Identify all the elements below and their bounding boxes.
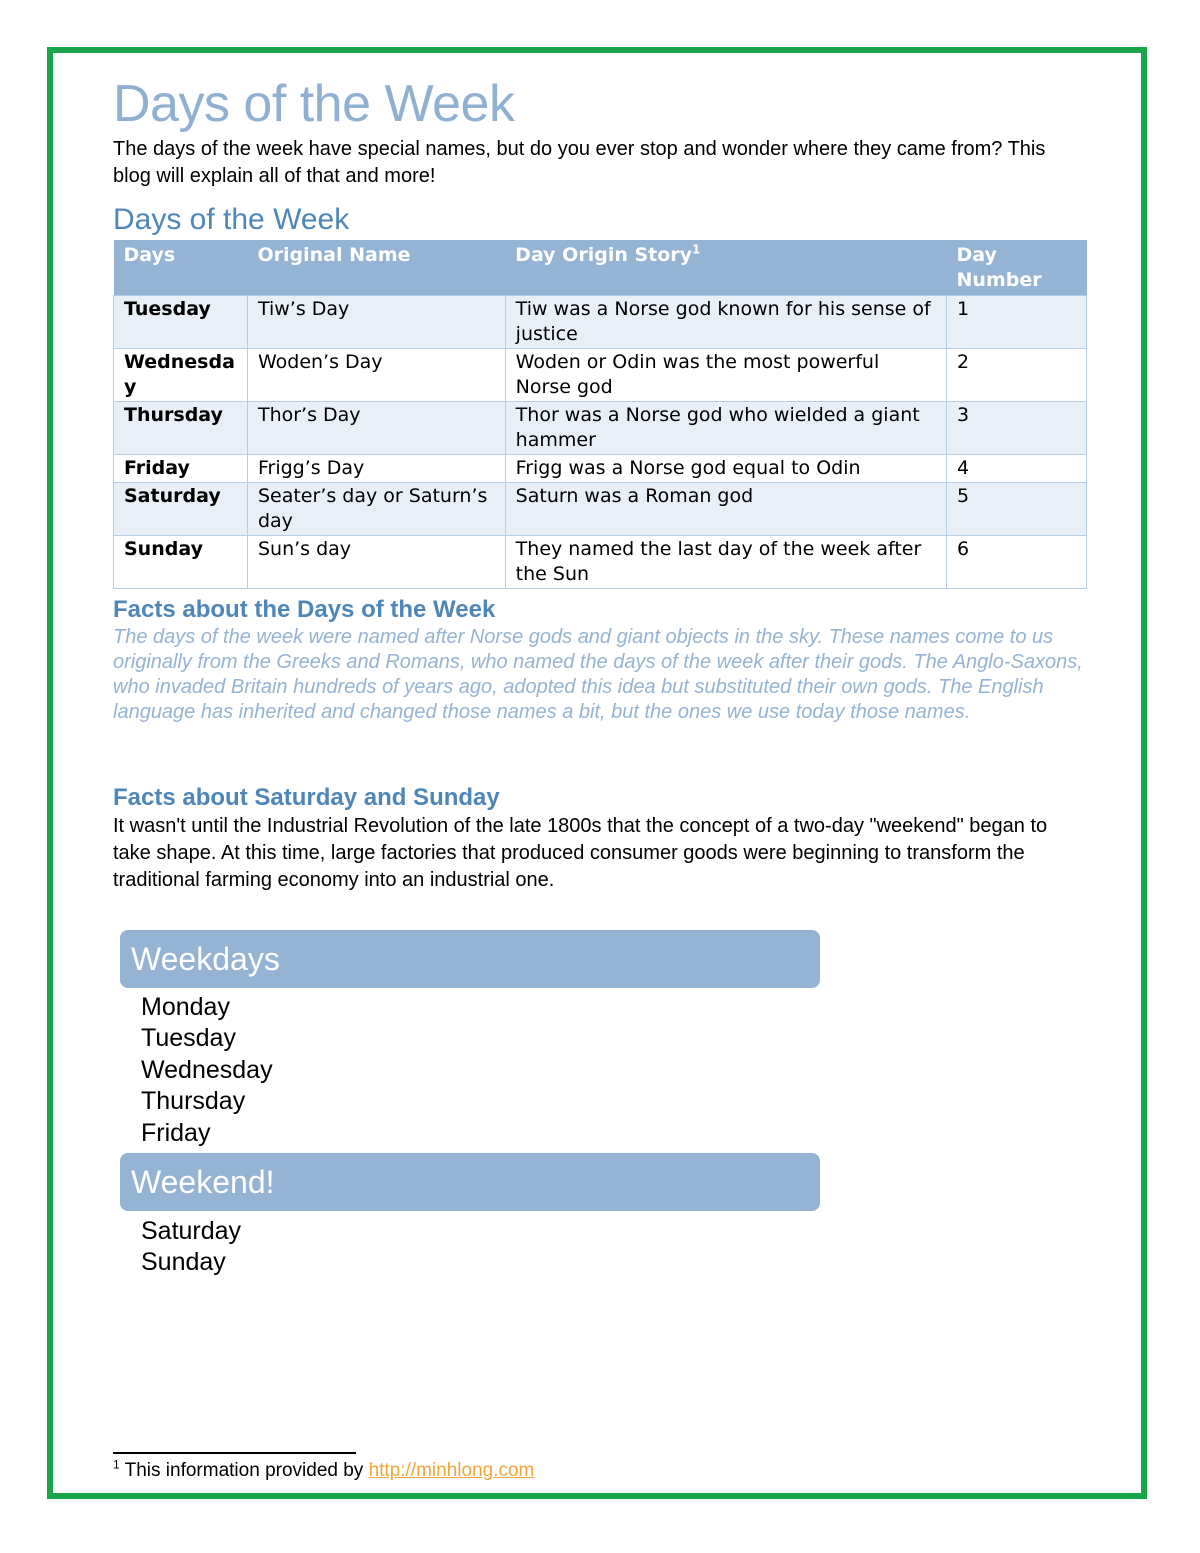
cell-day: Tuesday — [114, 296, 248, 349]
intro-paragraph: The days of the week have special names, but do you ever stop and wonder where they came from? This blog will explain all of that and more! — [113, 138, 1046, 187]
list-item: Wednesday — [141, 1055, 273, 1084]
table-row — [114, 483, 1087, 536]
cell-origin-story: Tiw was a Norse god known for his sense of justice — [505, 296, 946, 349]
cell-original-name: Sun’s day — [247, 536, 505, 589]
origin-story-label: Day Origin Story — [515, 244, 693, 266]
cell-day-number: 5 — [947, 483, 1087, 536]
cell-day: Saturday — [114, 483, 248, 536]
footnote-text: This information provided by — [119, 1460, 369, 1481]
cell-original-name: Seater’s day or Saturn’s day — [247, 483, 505, 536]
column-header-original-name: Original Name — [247, 241, 505, 296]
footnote-reference: 1 — [692, 242, 701, 257]
cell-original-name: Tiw’s Day — [247, 296, 505, 349]
footnote — [113, 1459, 534, 1483]
facts-paragraph: The days of the week were named after Norse gods and giant objects in the sky. These names come to us originally from the Greeks and Romans, who named the days of the week after their gods. The Anglo-Saxons, who invaded Britain hundreds of years ago, adopted this idea but substituted their own gods. The English language has inherited and changed those names a bit, but the ones we use today those names. — [113, 626, 1083, 723]
table-heading: Days of the Week — [113, 203, 350, 236]
page-title: Days of the Week — [113, 75, 515, 133]
list-item: Friday — [141, 1118, 211, 1147]
cell-day-number: 3 — [947, 402, 1087, 455]
cell-day: Friday — [114, 455, 248, 483]
table-row — [114, 296, 1087, 349]
column-header-day-number: Day Number — [947, 241, 1087, 296]
cell-day-number: 6 — [947, 536, 1087, 589]
list-item: Monday — [141, 993, 230, 1021]
cell-day-number: 4 — [947, 455, 1087, 483]
cell-origin-story: Woden or Odin was the most powerful Norse god — [505, 349, 946, 402]
list-item: Sunday — [141, 1248, 226, 1277]
table-row — [114, 402, 1087, 455]
cell-origin-story: They named the last day of the week after the Sun — [505, 536, 946, 589]
list-item: Tuesday — [141, 1024, 236, 1053]
list-item: Thursday — [141, 1087, 246, 1116]
column-header-origin-story — [505, 241, 946, 296]
list-item: Saturday — [141, 1217, 242, 1245]
weekdays-list — [141, 992, 273, 1149]
table-row — [114, 536, 1087, 589]
footnote-mark: 1 — [113, 1457, 120, 1472]
cell-day-number: 1 — [947, 296, 1087, 349]
cell-origin-story: Thor was a Norse god who wielded a giant hammer — [505, 402, 946, 455]
cell-day: Sunday — [114, 536, 248, 589]
cell-day-number: 2 — [947, 349, 1087, 402]
weekend-banner: Weekend! — [120, 1153, 820, 1211]
weekdays-banner: Weekdays — [120, 930, 820, 988]
cell-original-name: Woden’s Day — [247, 349, 505, 402]
column-header-days: Days — [114, 241, 248, 296]
cell-original-name: Thor’s Day — [247, 402, 505, 455]
weekend-list — [141, 1216, 241, 1279]
cell-day: Thursday — [114, 402, 248, 455]
table-header-row — [114, 241, 1087, 296]
weekend-facts-heading: Facts about Saturday and Sunday — [113, 784, 500, 811]
cell-original-name: Frigg’s Day — [247, 455, 505, 483]
facts-heading: Facts about the Days of the Week — [113, 596, 496, 623]
cell-origin-story: Frigg was a Norse god equal to Odin — [505, 455, 946, 483]
footnote-link[interactable]: http://minhlong.com — [368, 1460, 535, 1481]
document-body — [113, 72, 1088, 894]
weekend-facts-paragraph: It wasn't until the Industrial Revolution of the late 1800s that the concept of a two-day "weekend" began to take shape. At this time, large factories that produced consumer goods were beginning to transform the traditional farming economy into an industrial one. — [113, 815, 1048, 891]
cell-origin-story: Saturn was a Roman god — [505, 483, 946, 536]
table-row — [114, 455, 1087, 483]
table-row — [114, 349, 1087, 402]
days-table — [113, 240, 1087, 589]
cell-day: Wednesda y — [114, 349, 248, 402]
footnote-separator — [113, 1452, 356, 1454]
